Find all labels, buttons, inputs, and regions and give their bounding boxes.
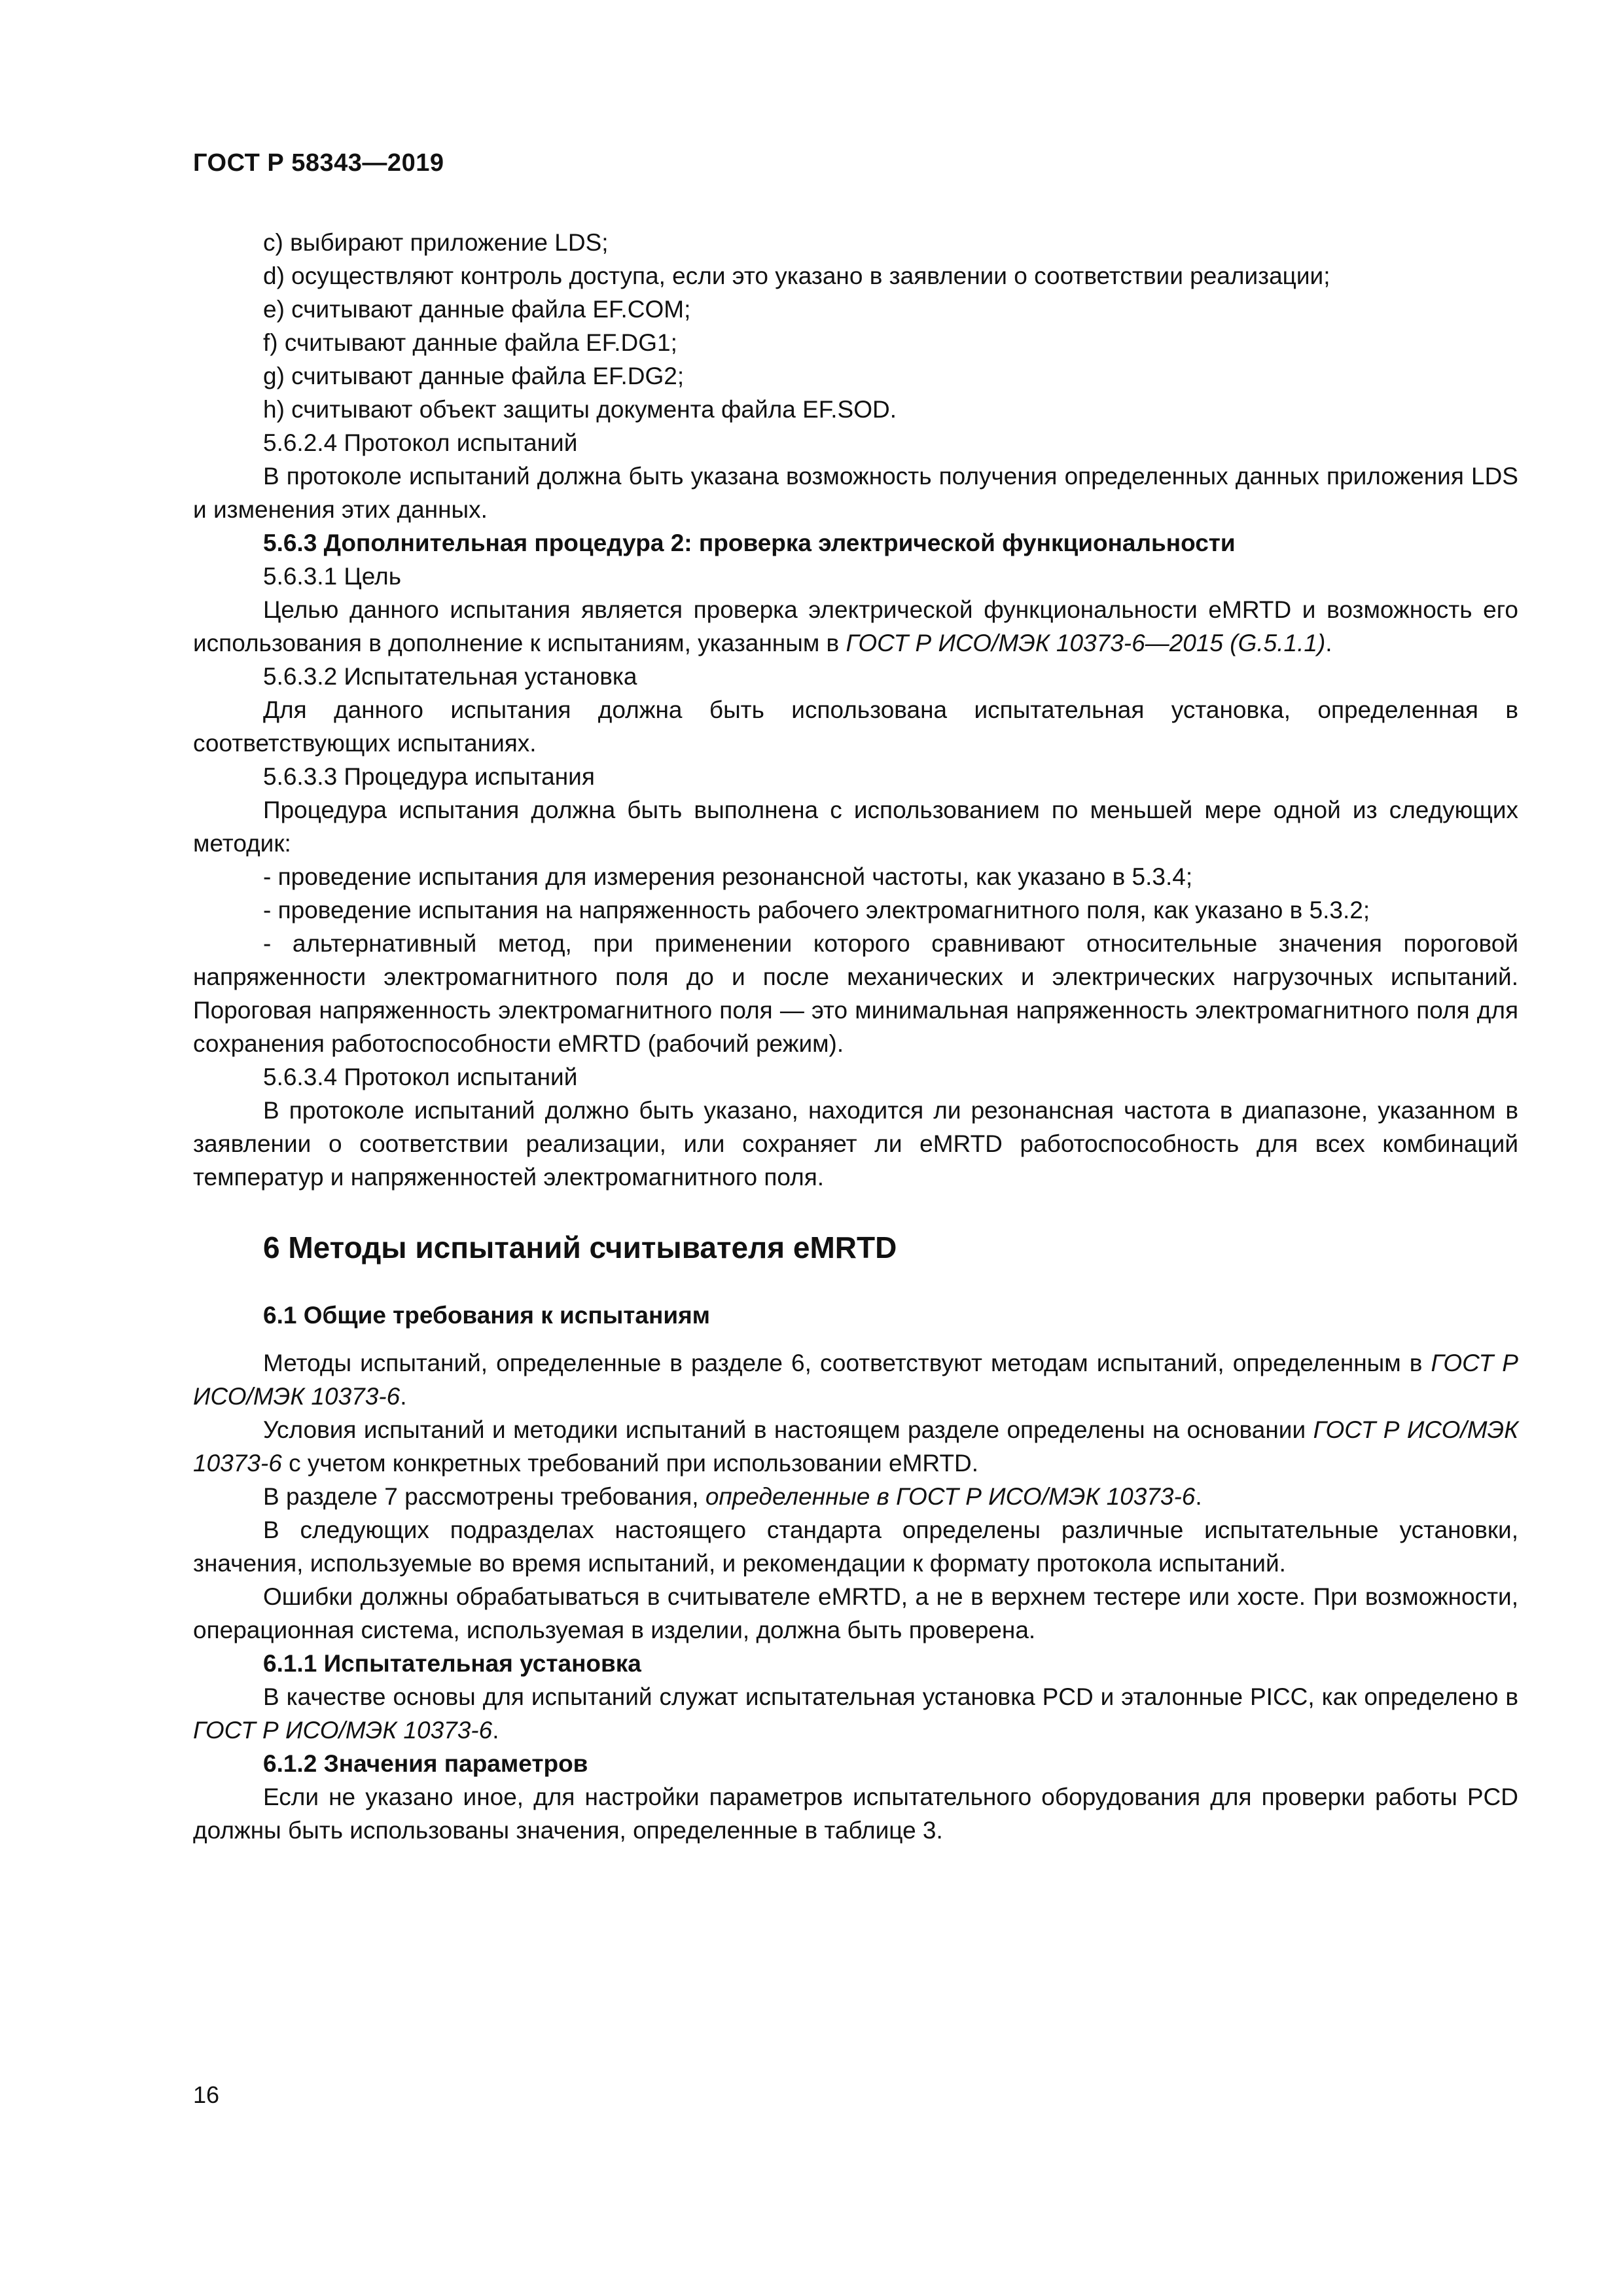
text-run: Целью данного испытания является проверка электрической функциональности eMRTD и возможность его использования в дополнение к испытаниям, указанным в: [193, 596, 1518, 656]
subsection-5-6-3-2-text: Для данного испытания должна быть использована испытательная установка, определенная в соответствующих испытаниях.: [193, 696, 1518, 757]
text-run: .: [1195, 1483, 1202, 1510]
text-run: .: [400, 1383, 407, 1410]
document-header: ГОСТ Р 58343—2019: [193, 149, 444, 177]
standard-reference: определенные в ГОСТ Р ИСО/МЭК 10373-6: [705, 1483, 1196, 1510]
list-item-e: e) считывают данные файла EF.COM;: [263, 296, 691, 323]
page-number: 16: [193, 2081, 220, 2108]
standard-reference: ГОСТ Р ИСО/МЭК 10373-6—2015 (G.5.1.1): [846, 630, 1326, 656]
dash-item-1: - проведение испытания для измерения резонансной частоты, как указано в 5.3.4;: [263, 863, 1193, 890]
text-run: с учетом конкретных требований при использовании eMRTD.: [281, 1450, 979, 1477]
text-run: .: [492, 1717, 499, 1744]
list-item-f: f) считывают данные файла EF.DG1;: [263, 329, 677, 356]
dash-item-2: - проведение испытания на напряженность рабочего электромагнитного поля, как указано в 5.3.2;: [263, 897, 1370, 924]
subsection-5-6-3-2-title: 5.6.3.2 Испытательная установка: [263, 663, 637, 690]
subsection-5-6-3-1-title: 5.6.3.1 Цель: [263, 563, 402, 590]
text-run: Условия испытаний и методики испытаний в настоящем разделе определены на основании: [263, 1416, 1313, 1443]
text-run: .: [1325, 630, 1332, 656]
paragraph-6-1-a: [193, 1346, 1518, 1413]
dash-item-3: - альтернативный метод, при применении которого сравнивают относительные значения пороговой напряженности электромагнитного поля до и после механических и электрических нагрузочных испытаний. Пороговая напряженность электромагнитного поля — это минимальная напряженность электромагнитного поля для сохранения работоспособности eMRTD (рабочий режим).: [193, 930, 1518, 1057]
subsection-5-6-3-3-title: 5.6.3.3 Процедура испытания: [263, 763, 595, 790]
paragraph-6-1-b: [193, 1413, 1518, 1480]
standard-reference: ГОСТ Р ИСО/МЭК 10373-6: [193, 1350, 1518, 1410]
text-run: Методы испытаний, определенные в разделе 6, соответствуют методам испытаний, определенным в: [263, 1350, 1431, 1376]
text-run: В качестве основы для испытаний служат испытательная установка PCD и эталонные PICC, как определено в: [263, 1683, 1518, 1710]
subsection-6-1-2-title: 6.1.2 Значения параметров: [263, 1750, 588, 1777]
paragraph-6-1-e: Ошибки должны обрабатываться в считывателе eMRTD, а не в верхнем тестере или хосте. При возможности, операционная система, используемая в изделии, должна быть проверена.: [193, 1583, 1518, 1643]
section-5-6-3-title: 5.6.3 Дополнительная процедура 2: проверка электрической функциональности: [263, 529, 1236, 556]
list-item-d: d) осуществляют контроль доступа, если это указано в заявлении о соответствии реализации;: [263, 262, 1330, 289]
subsection-5-6-2-4-title: 5.6.2.4 Протокол испытаний: [263, 429, 578, 456]
list-item-g: g) считывают данные файла EF.DG2;: [263, 363, 685, 389]
section-6-1-heading: 6.1 Общие требования к испытаниям: [263, 1302, 711, 1329]
subsection-6-1-1-title: 6.1.1 Испытательная установка: [263, 1650, 641, 1677]
subsection-5-6-3-1-text: [193, 593, 1518, 660]
standard-reference: ГОСТ Р ИСО/МЭК 10373-6: [193, 1717, 493, 1744]
subsection-5-6-3-4-text: В протоколе испытаний должно быть указано, находится ли резонансная частота в диапазоне, указанном в заявлении о соответствии реализации, или сохраняет ли eMRTD работоспособность для всех комбинаций температур и напряженностей электромагнитного поля.: [193, 1097, 1518, 1191]
subsection-6-1-1-text: [193, 1680, 1518, 1747]
paragraph-6-1-d: В следующих подразделах настоящего стандарта определены различные испытательные установки, значения, используемые во время испытаний, и рекомендации к формату протокола испытаний.: [193, 1516, 1518, 1577]
document-body: [193, 226, 1518, 1847]
subsection-5-6-2-4-text: В протоколе испытаний должна быть указана возможность получения определенных данных приложения LDS и изменения этих данных.: [193, 463, 1518, 523]
list-item-h: h) считывают объект защиты документа файла EF.SOD.: [263, 396, 897, 423]
subsection-6-1-2-text: Если не указано иное, для настройки параметров испытательного оборудования для проверки работы PCD должны быть использованы значения, определенные в таблице 3.: [193, 1784, 1518, 1844]
text-run: В разделе 7 рассмотрены требования,: [263, 1483, 705, 1510]
document-page: [193, 0, 1518, 2296]
paragraph-6-1-c: [193, 1480, 1518, 1513]
subsection-5-6-3-4-title: 5.6.3.4 Протокол испытаний: [263, 1064, 578, 1090]
list-item-c: c) выбирают приложение LDS;: [263, 229, 609, 256]
section-6-heading: 6 Методы испытаний считывателя eMRTD: [263, 1230, 897, 1265]
subsection-5-6-3-3-text: Процедура испытания должна быть выполнена с использованием по меньшей мере одной из следующих методик:: [193, 797, 1518, 857]
standard-reference: ГОСТ Р ИСО/МЭК 10373-6: [193, 1416, 1519, 1477]
